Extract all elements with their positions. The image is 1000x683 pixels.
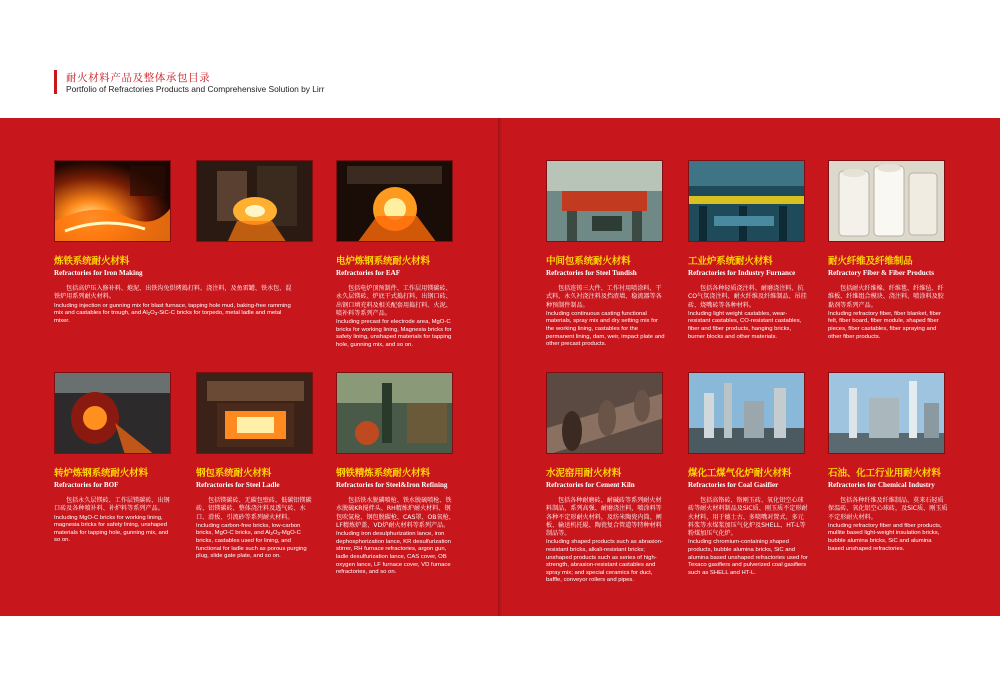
cement-kiln-title-cn: 水泥窑用耐火材料 xyxy=(546,468,622,479)
iron-making-title-en: Refractories for Iron Making xyxy=(54,269,143,277)
product-industry-furnace xyxy=(688,160,808,341)
bof-desc-cn: 包括永久层镁砖、工作层镁碳砖、出钢口砖及各种喷补料、补炉料等系列产品。 xyxy=(54,497,170,513)
industry-furnace-photo xyxy=(688,160,805,242)
industry-furnace-title-en: Refractories for Industry Furnance xyxy=(688,269,796,277)
page-header xyxy=(0,0,1000,118)
chemical-desc-en: Including refractory fiber and fiber products, mullite based light-weight insulation bricks, bubble alumina bricks, SiC and alumina based unshaped refractories. xyxy=(828,522,942,552)
tundish-title-en: Refractories for Steel Tundish xyxy=(546,269,637,277)
fiber-photo xyxy=(828,160,945,242)
tundish-photo xyxy=(546,160,663,242)
eaf-photo xyxy=(336,160,453,242)
fiber-desc-cn: 包括耐火纤维棉、纤维毯、纤维毡、纤维板、纤维组合模块、浇注料、喷涂料及胶黏剂等系列产品。 xyxy=(828,285,944,309)
refining-photo xyxy=(336,372,453,454)
product-iron-making xyxy=(54,160,292,325)
bof-title-en: Refractories for BOF xyxy=(54,481,119,489)
fiber-title-cn: 耐火纤维及纤维制品 xyxy=(828,256,913,267)
chemical-title-cn: 石油、化工行业用耐火材料 xyxy=(828,468,941,479)
product-tundish xyxy=(546,160,666,349)
refining-desc-en: Including iron desulphurization lance, iron dephosphorization lance, KR desulfurization stirrer, RH furnace refractories, argon gun, ladle desulfurization lance, CAS cover, OB oxygen lance, LF furnace cover, VD furnace refractories, and so on. xyxy=(336,531,451,576)
cement-kiln-desc-cn: 包括各种耐磨砖、耐碱砖等系列耐火材料制品，系列高强、耐磨浇注料，喷涂料等各种不定形耐火材料，及纺米陶瓷内筒、闸板、输送机托辊、陶瓷复合管道等特种材料制品等。 xyxy=(546,497,662,538)
cement-kiln-title-en: Refractories for Cement Kiln xyxy=(546,481,635,489)
ladle-title-cn: 钢包系统耐火材料 xyxy=(196,468,272,479)
industry-furnace-title-cn: 工业炉系统耐火材料 xyxy=(688,256,773,267)
bof-title-cn: 转炉炼钢系统耐火材料 xyxy=(54,468,148,479)
page-fold xyxy=(498,118,502,616)
ladle-desc-en: Including carbon-free bricks, low-carbon bricks, MgO-C bricks, and $Al_2O_3-MgO-C$ bricks, castables used for lining, and functional for ladle such as porous purging plug, slide gate plate, and so on. xyxy=(196,522,307,560)
cement-kiln-photo xyxy=(546,372,663,454)
chemical-photo xyxy=(828,372,945,454)
iron-making-photo-2 xyxy=(196,160,313,242)
fiber-desc-en: Including refractory fiber, fiber blanket, fiber felt, fiber board, fiber module, shaped fiber pieces, fiber castables, fiber spraying and other fiber products. xyxy=(828,310,941,340)
coal-gasifier-title-cn: 煤化工煤气化炉耐火材料 xyxy=(688,468,792,479)
ladle-photo xyxy=(196,372,313,454)
tundish-desc-en: Including continuous casting functional materials, spray mix and dry setting mix for the working lining, castables for the permanent lining, dam, weir, impact plate and other precast products. xyxy=(546,310,665,348)
product-cement-kiln xyxy=(546,372,666,585)
eaf-desc-cn: 包括电炉顶预制件、工作层用镁碳砖、永久层镁砖、炉底干式捣打料、出钢口砖、出钢口填充料及相关配套用捣打料、火泥、喷补料等系列产品。 xyxy=(336,285,452,317)
refining-title-cn: 钢铁精炼系统耐火材料 xyxy=(336,468,430,479)
product-fiber xyxy=(828,160,948,341)
product-eaf xyxy=(336,160,456,350)
refining-title-en: Refractories for Steel&Iron Refining xyxy=(336,481,448,489)
iron-making-photo xyxy=(54,160,171,242)
chemical-desc-cn: 包括各种纤维及纤维制品、莫来石轻质保温砖、氧化铝空心球砖，及SiC质、刚玉质不定形耐火材料。 xyxy=(828,497,948,521)
page-title-en: Portfolio of Refractories Products and Comprehensive Solution by Lirr xyxy=(66,84,325,94)
coal-gasifier-desc-en: Including chromium-containing shaped products, bubble alumina bricks, SiC and alumina based unshaped refractories used for Texaco gasifiers and pulverized coal gasifiers such as SHELL and HT-L. xyxy=(688,539,808,576)
industry-furnace-desc-en: Including light weight castables, wear-resistant castables, CO-resistant castables, fiber and fiber products, hanging bricks, burner blocks and other materials. xyxy=(688,310,802,340)
refining-desc-cn: 包括铁水脱磷喷枪、铁水脱硫喷枪、铁水脱硫KR搅拌头、RH精炼炉耐火材料、钢包吹氩枪、钢包脱碳枪、CAS罩、OB氧枪、LF精炼炉盖、VD炉耐火材料等系列产品。 xyxy=(336,497,455,529)
product-chemical xyxy=(828,372,948,553)
eaf-title-cn: 电炉炼钢系统耐火材料 xyxy=(336,256,430,267)
bof-desc-en: Including MgO-C bricks for working lining, magnesia bricks for safety lining, unshaped materials for tapping hole, gunning mix, and so on. xyxy=(54,514,169,544)
eaf-title-en: Refractories for EAF xyxy=(336,269,401,277)
ladle-desc-cn: 包括镁碳砖、无碳包壁砖、低碳铝镁碳砖、铝镁碳砖、整体浇注料及透气砖、水口、滑板、引流砂等系列耐火材料。 xyxy=(196,497,312,521)
header-accent-bar xyxy=(54,70,57,94)
page-footer xyxy=(0,616,1000,683)
coal-gasifier-title-en: Refractories for Coal Gasifier xyxy=(688,481,779,489)
iron-making-title-cn: 炼铁系统耐火材料 xyxy=(54,256,130,267)
product-refining xyxy=(336,372,456,577)
eaf-desc-en: Including precast for electrode area, MgO-C bricks for working lining, Magnesia bricks for safety lining, unshaped materials for tapping hole, gunning mix, and so on. xyxy=(336,319,452,348)
bof-photo xyxy=(54,372,171,454)
product-ladle xyxy=(196,372,316,561)
tundish-desc-cn: 包括连铸三大件、工作衬用喷涂料、干式料，永久衬浇注料及挡渣墙、稳流器等各种预制件制品。 xyxy=(546,285,662,309)
ladle-title-en: Refractories for Steel Ladle xyxy=(196,481,280,489)
coal-gasifier-desc-cn: 包括高铬砖、铬刚玉砖、氧化铝空心球砖等耐火材料制品及SiC质、刚玉质不定形耐火材料，用于德士古、多喷嘴对置式、多元料浆等水煤浆加压气化炉及SHELL、HT-L等粉煤加压气化炉。 xyxy=(688,497,808,538)
product-coal-gasifier xyxy=(688,372,808,577)
tundish-title-cn: 中间包系统耐火材料 xyxy=(546,256,631,267)
chemical-title-en: Refractories for Chemical Industry xyxy=(828,481,935,489)
cement-kiln-desc-en: Including shaped products such as abrasion-resistant bricks, alkali-resistant bricks; unshaped products such as series of high-strength, abrasion-resistant castables and spray mix; and special ceramics for duct, baffle, conveyor rollers and pipes. xyxy=(546,539,663,584)
industry-furnace-desc-cn: 包括各种轻质浇注料、耐磨浇注料、抗CO气氛浇注料、耐火纤维及纤维制品、吊挂砖、烧嘴砖等各种材料。 xyxy=(688,285,807,309)
coal-gasifier-photo xyxy=(688,372,805,454)
iron-making-desc-en: Including injection or gunning mix for blast furnace, tapping hole mud, baking-free ramming mix and castables for trough, and $Al_2O_3-SiC-C$ bricks for torpedo, metal ladle and metal mixer. xyxy=(54,302,291,324)
fiber-title-en: Refractory Fiber & Fiber Products xyxy=(828,269,934,277)
product-bof xyxy=(54,372,174,545)
iron-making-desc-cn: 包括高炉压入修补料、炮泥、出铁沟免烘烤捣打料、浇注料，及鱼雷罐、铁水包、混铁炉用系列耐火材料。 xyxy=(54,285,292,301)
page-title-cn: 耐火材料产品及整体承包目录 xyxy=(66,72,211,84)
